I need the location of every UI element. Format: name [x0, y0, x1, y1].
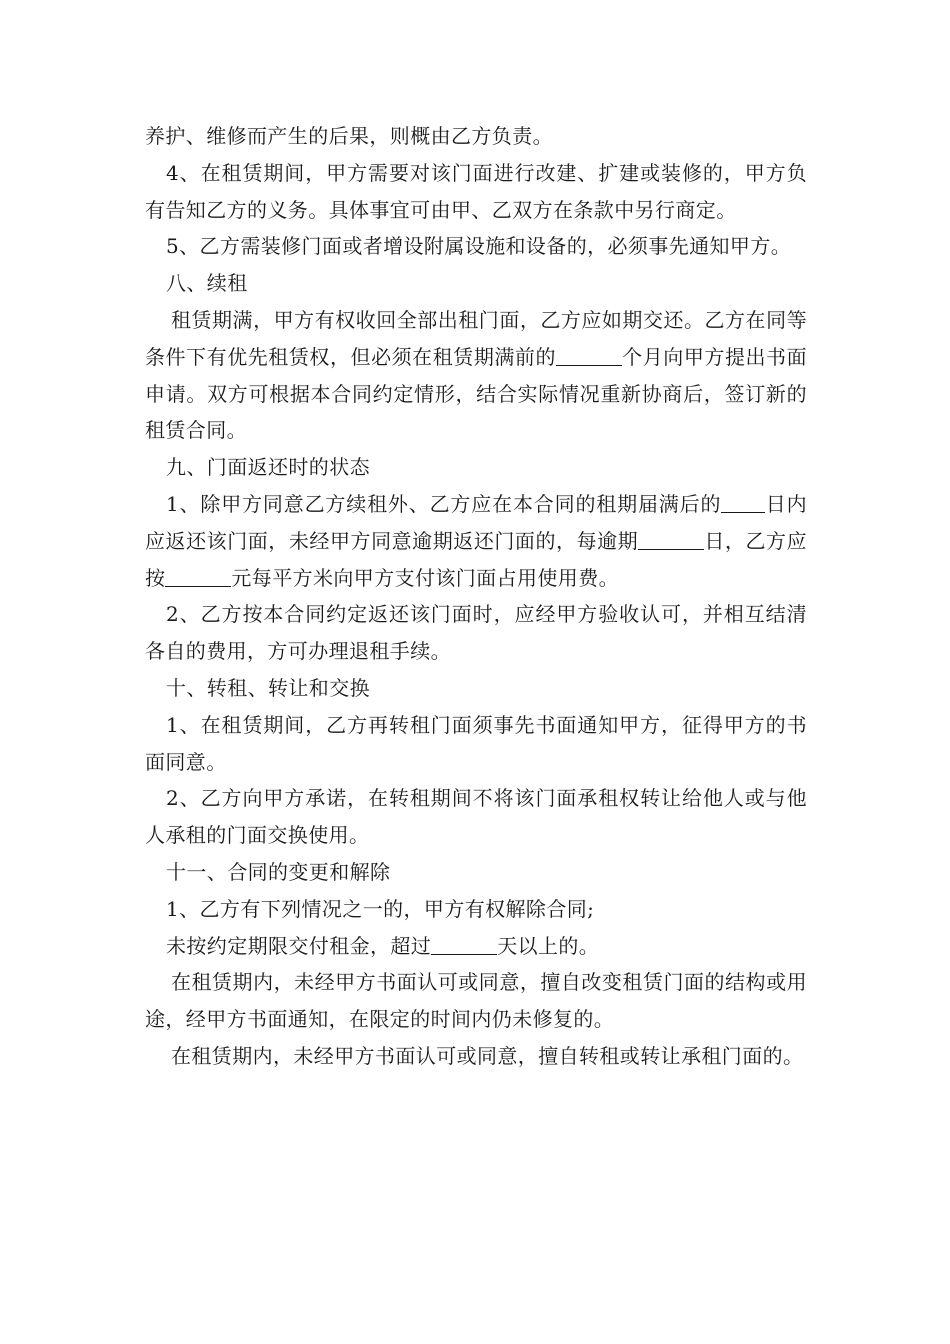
- paragraph: [145, 596, 807, 670]
- paragraph-text: 十、转租、转让和交换: [166, 675, 370, 700]
- paragraph: [145, 964, 807, 1038]
- paragraph-text: 1、除甲方同意乙方续租外、乙方应在本合同的租期届满后的: [166, 491, 722, 516]
- paragraph: [145, 854, 807, 891]
- paragraph-text: 4、在租赁期间，甲方需要对该门面进行改建、扩建或装修的，甲方负有告知乙方的义务。具体事宜可由甲、乙双方在条款中另行商定。: [145, 160, 807, 222]
- paragraph: [145, 155, 807, 229]
- paragraph: [145, 302, 807, 449]
- paragraph: [145, 707, 807, 781]
- paragraph: [145, 670, 807, 707]
- paragraph-text: 九、门面返还时的状态: [166, 455, 370, 480]
- paragraph-text: 十一、合同的变更和解除: [166, 859, 391, 884]
- paragraph-text: 八、续租: [166, 271, 248, 296]
- paragraph: [145, 928, 807, 965]
- blank-field: [638, 529, 704, 550]
- blank-field: [431, 934, 497, 955]
- paragraph-text: 天以上的。: [497, 933, 600, 958]
- paragraph: [145, 1038, 807, 1075]
- paragraph-text: 1、在租赁期间，乙方再转租门面须事先书面通知甲方，征得甲方的书面同意。: [145, 712, 807, 774]
- paragraph: [145, 265, 807, 302]
- paragraph: [145, 449, 807, 486]
- paragraph: [145, 228, 807, 265]
- paragraph-text: 租赁期满，甲方有权收回全部出租门面，乙方应如期交还。乙方在同等条件下有优先租赁权，但必须在租赁期满前的: [145, 307, 807, 369]
- paragraph-text: 2、乙方向甲方承诺，在转租期间不将该门面承租权转让给他人或与他人承租的门面交换使用。: [145, 786, 807, 848]
- document-page: [145, 118, 807, 1075]
- paragraph: [145, 891, 807, 928]
- paragraph-text: 日，乙方应按: [145, 528, 807, 590]
- paragraph-text: 在租赁期内，未经甲方书面认可或同意，擅自转租或转让承租门面的。: [171, 1043, 804, 1068]
- paragraph-text: 在租赁期内，未经甲方书面认可或同意，擅自改变租赁门面的结构或用途，经甲方书面通知，在限定的时间内仍未修复的。: [145, 970, 807, 1032]
- paragraph-text: 养护、维修而产生的后果，则概由乙方负责。: [145, 124, 553, 148]
- paragraph-text: 元每平方米向甲方支付该门面占用使用费。: [231, 565, 620, 590]
- blank-field: [556, 345, 622, 366]
- paragraph-text: 日内应返还该门面，未经甲方同意逾期返还门面的，每逾期: [145, 491, 807, 553]
- paragraph-text: 未按约定期限交付租金，超过: [166, 933, 432, 958]
- paragraph-text: 1、乙方有下列情况之一的，甲方有权解除合同;: [166, 896, 595, 921]
- paragraph-text: 2、乙方按本合同约定返还该门面时，应经甲方验收认可，并相互结清各自的费用，方可办理退租手续。: [145, 602, 807, 664]
- paragraph: [145, 780, 807, 854]
- paragraph: [145, 118, 807, 155]
- paragraph-text: 个月向甲方提出书面申请。双方可根据本合同约定情形，结合实际情况重新协商后，签订新的租赁合同。: [145, 344, 807, 443]
- paragraph: [145, 486, 807, 596]
- paragraph-text: 5、乙方需装修门面或者增设附属设施和设备的，必须事先通知甲方。: [166, 234, 792, 259]
- blank-field: [721, 492, 765, 513]
- blank-field: [165, 566, 231, 587]
